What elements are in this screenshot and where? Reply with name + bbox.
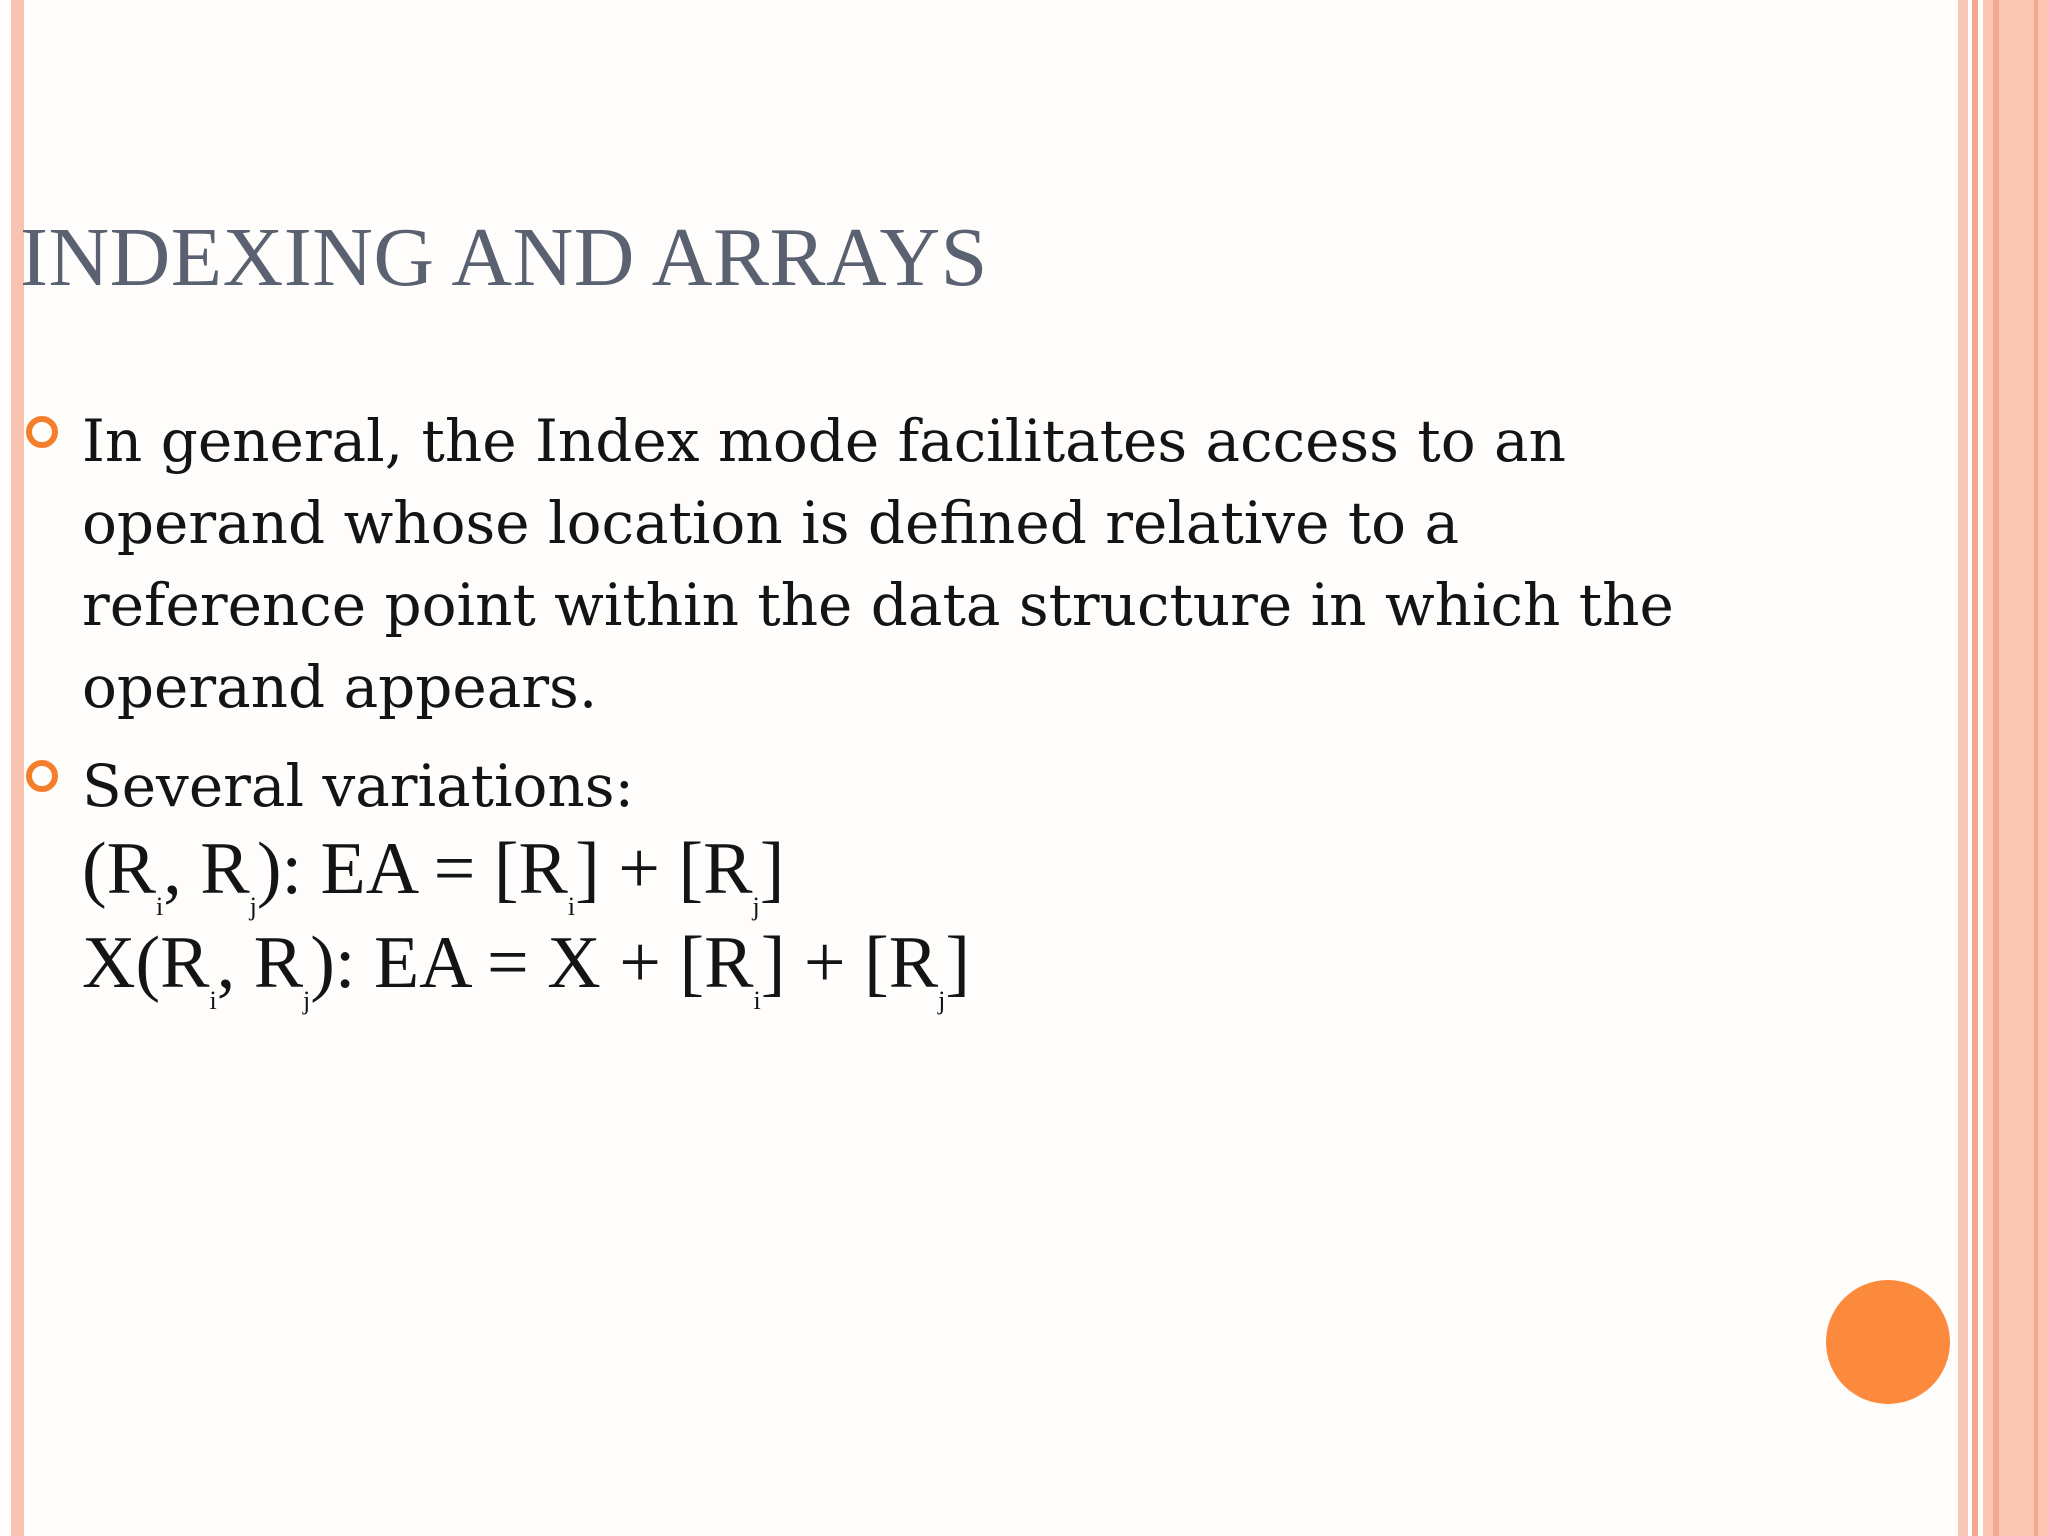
formula-text: ] xyxy=(945,922,970,1004)
formula-text: ): EA = [R xyxy=(256,828,568,910)
formula-subscript: j xyxy=(303,986,311,1015)
formula-line xyxy=(82,916,970,1015)
formula-subscript: i xyxy=(753,986,761,1015)
right-border-stripe xyxy=(1983,0,1993,1536)
formula-subscript: i xyxy=(567,892,576,921)
slide-title: INDEXING AND ARRAYS xyxy=(20,211,988,304)
formula-text: ] xyxy=(759,828,785,910)
formula-subscript: j xyxy=(752,892,760,921)
bullet-text-line: operand appears. xyxy=(82,653,598,721)
ring-bullet-icon xyxy=(26,416,58,448)
bullet-text-line: Several variations: xyxy=(82,752,635,820)
formula-text: ] + [R xyxy=(760,922,939,1004)
formula-subscript: j xyxy=(938,986,946,1015)
bullet-text-line: reference point within the data structure in which the xyxy=(82,571,1674,639)
bullet-text-line: In general, the Index mode facilitates access to an xyxy=(82,407,1566,475)
formula-text: , R xyxy=(163,828,250,910)
orange-dot-icon xyxy=(1826,1280,1950,1404)
formula-text: , R xyxy=(216,922,304,1004)
formula-text: X(R xyxy=(82,922,210,1004)
right-border-stripe xyxy=(1999,0,2034,1536)
right-border-stripe xyxy=(2038,0,2048,1536)
formula-text: (R xyxy=(82,828,156,910)
formula-line xyxy=(82,822,785,921)
ring-bullet-icon xyxy=(26,760,58,792)
formula-subscript: i xyxy=(156,892,164,921)
bullet-text-line: operand whose location is defined relative to a xyxy=(82,489,1460,557)
formula-text: ): EA = X + [R xyxy=(310,922,754,1004)
right-border-stripe xyxy=(1972,0,1978,1536)
formula-subscript: j xyxy=(249,892,257,921)
formula-text: ] + [R xyxy=(575,828,753,910)
formula-subscript: i xyxy=(209,986,217,1015)
right-border-stripe xyxy=(1958,0,1968,1536)
